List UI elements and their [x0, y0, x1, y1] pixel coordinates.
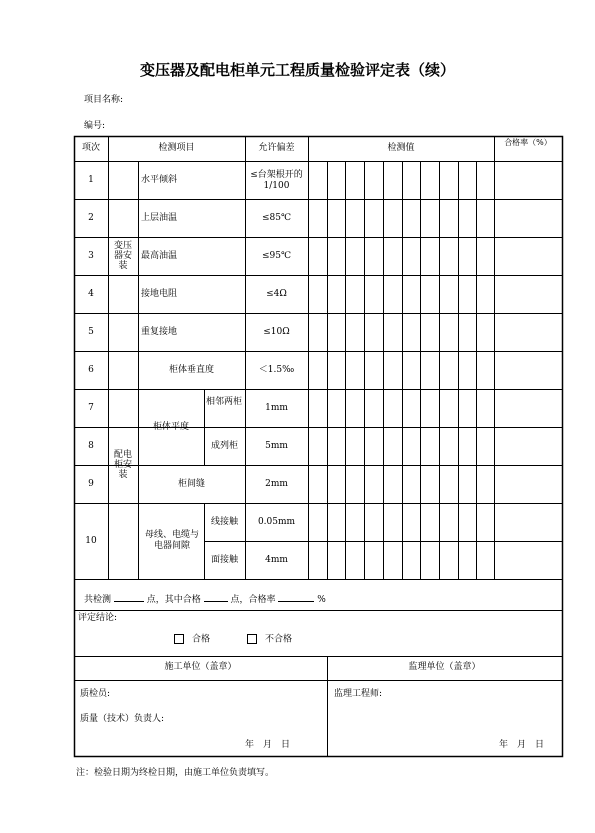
sub-item-label: 线接触: [210, 517, 238, 527]
row-no: 3: [88, 251, 94, 261]
row-no: 2: [88, 213, 94, 223]
sub-item-label: 成列柜: [210, 441, 238, 451]
pass-option[interactable]: [174, 634, 210, 646]
header-inspect-item: 检测项目: [158, 143, 195, 153]
inspector-label: 质检员:: [80, 689, 111, 699]
item-label: 重复接地: [141, 327, 178, 337]
tolerance-value: ≤85℃: [261, 213, 292, 223]
tolerance-value: ≤台架根开的1/100: [250, 170, 303, 191]
item-label: 柜体垂直度: [168, 365, 214, 375]
item-label: 母线、电缆与电器间隙: [144, 530, 199, 551]
pass-count-field[interactable]: [204, 592, 228, 602]
supervision-date: 年 月 日: [499, 740, 545, 750]
pass-checkbox[interactable]: [174, 634, 184, 644]
sub-item-label: 相邻两柜: [205, 397, 242, 407]
tolerance-value: ≤95℃: [261, 251, 292, 261]
row-no: 8: [88, 441, 94, 451]
item-label: 水平倾斜: [141, 175, 178, 185]
row-no: 5: [88, 327, 94, 337]
summary-total-label: 共检测: [84, 595, 112, 605]
tolerance-value: 1mm: [265, 403, 288, 413]
item-label: 上层油温: [141, 213, 178, 223]
tolerance-value: ≤10Ω: [263, 327, 290, 337]
group-cabinet: 配电柜安装: [113, 450, 132, 480]
row-no: 4: [88, 289, 94, 299]
tolerance-value: ＜1.5‰: [258, 365, 295, 375]
row-no: 1: [88, 175, 94, 185]
tolerance-value: ≤4Ω: [266, 289, 287, 299]
pass-option-label: 合格: [192, 634, 211, 645]
item-label: 接地电阻: [141, 289, 178, 299]
fail-checkbox[interactable]: [247, 634, 257, 644]
row-no: 9: [88, 479, 94, 489]
tolerance-value: 2mm: [265, 479, 288, 489]
supervisor-label: 监理工程师:: [334, 689, 383, 699]
sub-item-label: 面接触: [210, 555, 238, 565]
supervision-unit-header: 监理单位（盖章）: [408, 662, 481, 672]
row-no: 10: [85, 536, 97, 546]
group-transformer: 变压器安装: [113, 241, 132, 271]
footnote: 注：检验日期为终检日期，由施工单位负责填写。: [76, 768, 275, 778]
item-label: 柜间缝: [177, 479, 205, 489]
header-tolerance: 允许偏差: [258, 143, 295, 153]
tech-lead-label: 质量（技术）负责人:: [80, 714, 165, 724]
number-label: 编号:: [84, 121, 106, 131]
summary-pass-label: 点，其中合格: [146, 595, 201, 605]
total-count-field[interactable]: [114, 592, 144, 602]
item-label: 柜体平度: [152, 422, 189, 432]
row-no: 6: [88, 365, 94, 375]
header-measured: 检测值: [387, 143, 415, 153]
construction-date: 年 月 日: [245, 740, 291, 750]
percent-sign: %: [317, 595, 326, 605]
summary-line: [84, 592, 326, 606]
row-no: 7: [88, 403, 94, 413]
evaluation-label: 评定结论:: [78, 613, 118, 623]
tolerance-value: 0.05mm: [257, 517, 296, 527]
summary-rate-label: 点，合格率: [230, 595, 276, 605]
header-pass-rate: 合格率（%）: [504, 138, 552, 147]
tolerance-value: 4mm: [265, 555, 288, 565]
fail-option[interactable]: [247, 634, 292, 646]
item-label: 最高油温: [141, 251, 178, 261]
project-name-label: 项目名称:: [84, 95, 124, 105]
tolerance-value: 5mm: [265, 441, 288, 451]
pass-rate-field[interactable]: [278, 592, 314, 602]
header-item-no: 项次: [81, 143, 100, 153]
page-title: 变压器及配电柜单元工程质量检验评定表（续）: [139, 61, 455, 79]
construction-unit-header: 施工单位（盖章）: [164, 662, 237, 672]
fail-option-label: 不合格: [265, 634, 293, 645]
